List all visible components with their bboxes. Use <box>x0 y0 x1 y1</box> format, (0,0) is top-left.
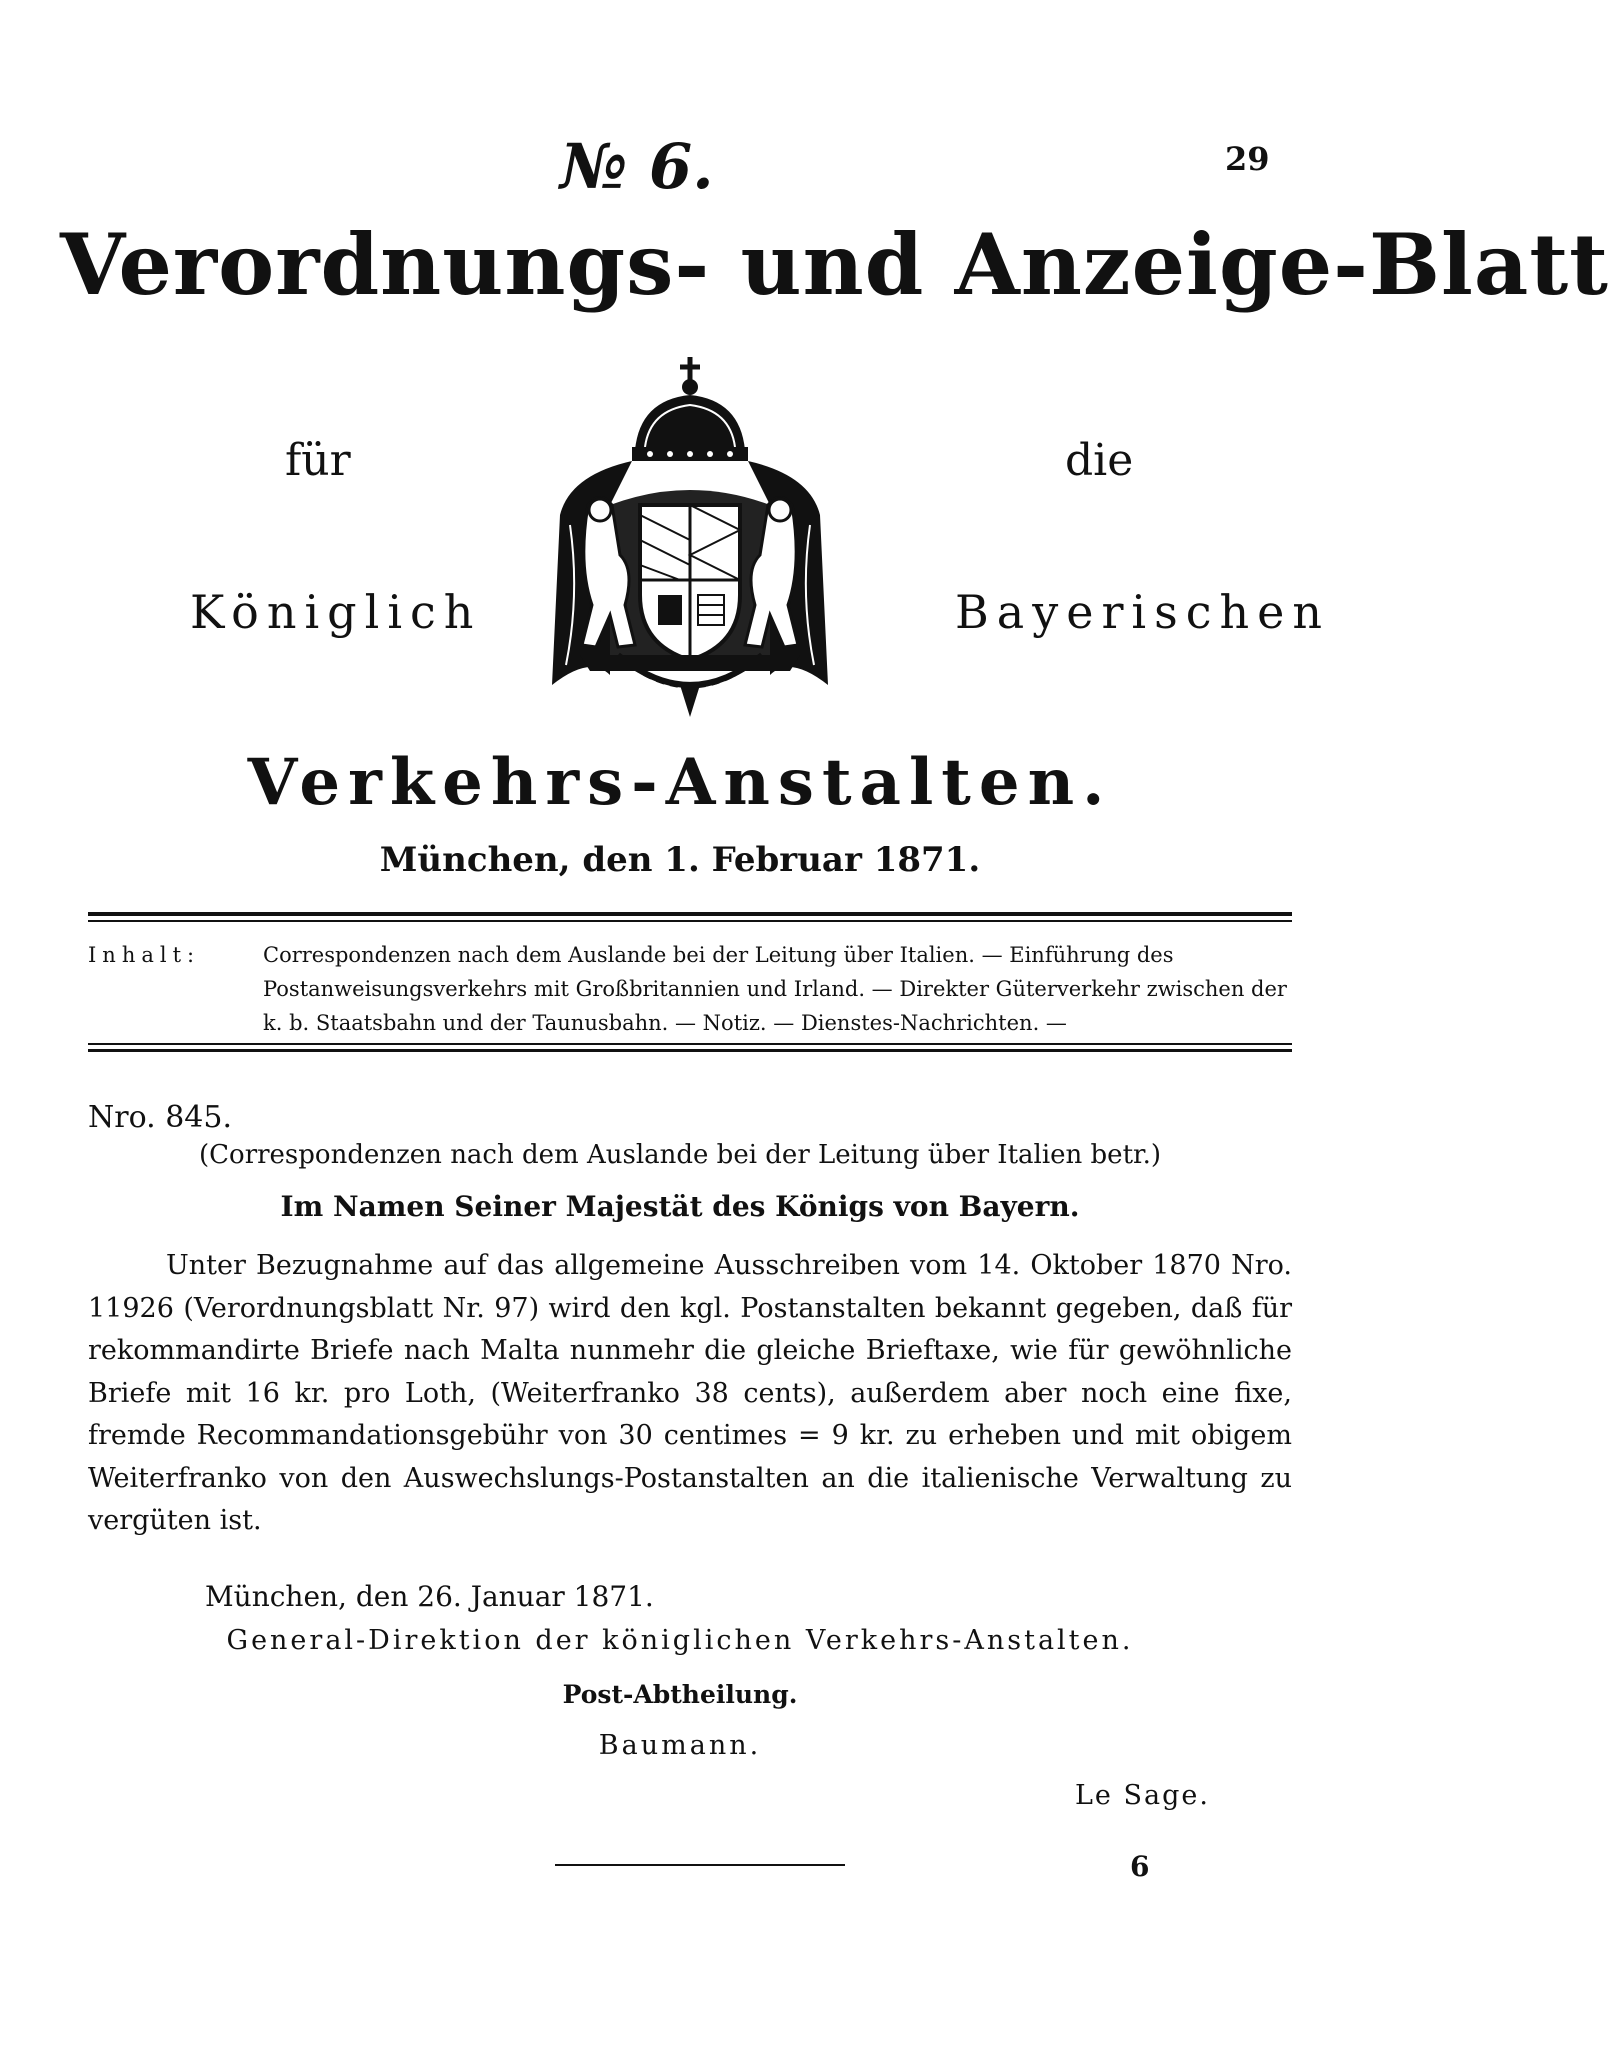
top-rule-thick <box>88 912 1292 916</box>
masthead-word-die: die <box>1065 435 1134 486</box>
top-rule-thin <box>88 920 1292 922</box>
sheet-signature: 6 <box>1130 1850 1150 1883</box>
decree-issuer: General-Direktion der königlichen Verkehrs-Anstalten. <box>226 1625 1134 1656</box>
issue-number: № 6. <box>560 130 714 203</box>
decree-department: Post-Abtheilung. <box>562 1680 798 1709</box>
masthead-word-bayerischen: Bayerischen <box>955 585 1330 639</box>
decree-number: Nro. 845. <box>88 1100 232 1135</box>
decree-signatory: Baumann. <box>598 1730 762 1761</box>
contents-rule-thin <box>88 1043 1292 1045</box>
page-number: 29 <box>1225 140 1270 178</box>
masthead-title: Verordnungs- und Anzeige-Blatt <box>60 215 1609 314</box>
contents-rule-thick <box>88 1049 1292 1052</box>
contents-label: Inhalt: <box>88 943 201 967</box>
decree-countersign: Le Sage. <box>1075 1780 1210 1811</box>
table-of-contents <box>88 938 1292 1040</box>
decree-dateline: München, den 26. Januar 1871. <box>205 1580 654 1613</box>
decree-authority: Im Namen Seiner Majestät des Königs von Bayern. <box>280 1190 1080 1223</box>
masthead-word-koeniglich: Königlich <box>190 585 482 639</box>
contents-text: Correspondenzen nach dem Auslande bei der Leitung über Italien. — Einführung des Postanweisungsverkehrs mit Großbritannien und Irland. — Direkter Güterverkehr zwischen der k. b. Staatsbahn und der Taunusbahn. — Notiz. — Dienstes-Nachrichten. — <box>263 943 1287 1035</box>
decree-body: Unter Bezugnahme auf das allgemeine Ausschreiben vom 14. Oktober 1870 Nro. 11926 (Verordnungsblatt Nr. 97) wird den kgl. Postanstalten bekannt gegeben, daß für rekommandirte Briefe nach Malta nunmehr die gleiche Brieftaxe, wie für gewöhnliche Briefe mit 16 kr. pro Loth, (Weiterfranko 38 cents), außerdem aber noch eine fixe, fremde Recommandationsgebühr von 30 centimes = 9 kr. zu erheben und mit obigem Weiterfranko von den Auswechslungs-Postanstalten an die italienische Verwaltung zu vergüten ist. <box>88 1250 1292 1536</box>
issue-dateline: München, den 1. Februar 1871. <box>379 840 981 880</box>
masthead-word-fuer: für <box>285 435 351 486</box>
decree-subject: (Correspondenzen nach dem Auslande bei der Leitung über Italien betr.) <box>199 1140 1161 1170</box>
footer-rule <box>555 1864 845 1866</box>
masthead-subtitle: Verkehrs-Anstalten. <box>247 745 1113 820</box>
royal-coat-of-arms-icon <box>540 355 840 725</box>
